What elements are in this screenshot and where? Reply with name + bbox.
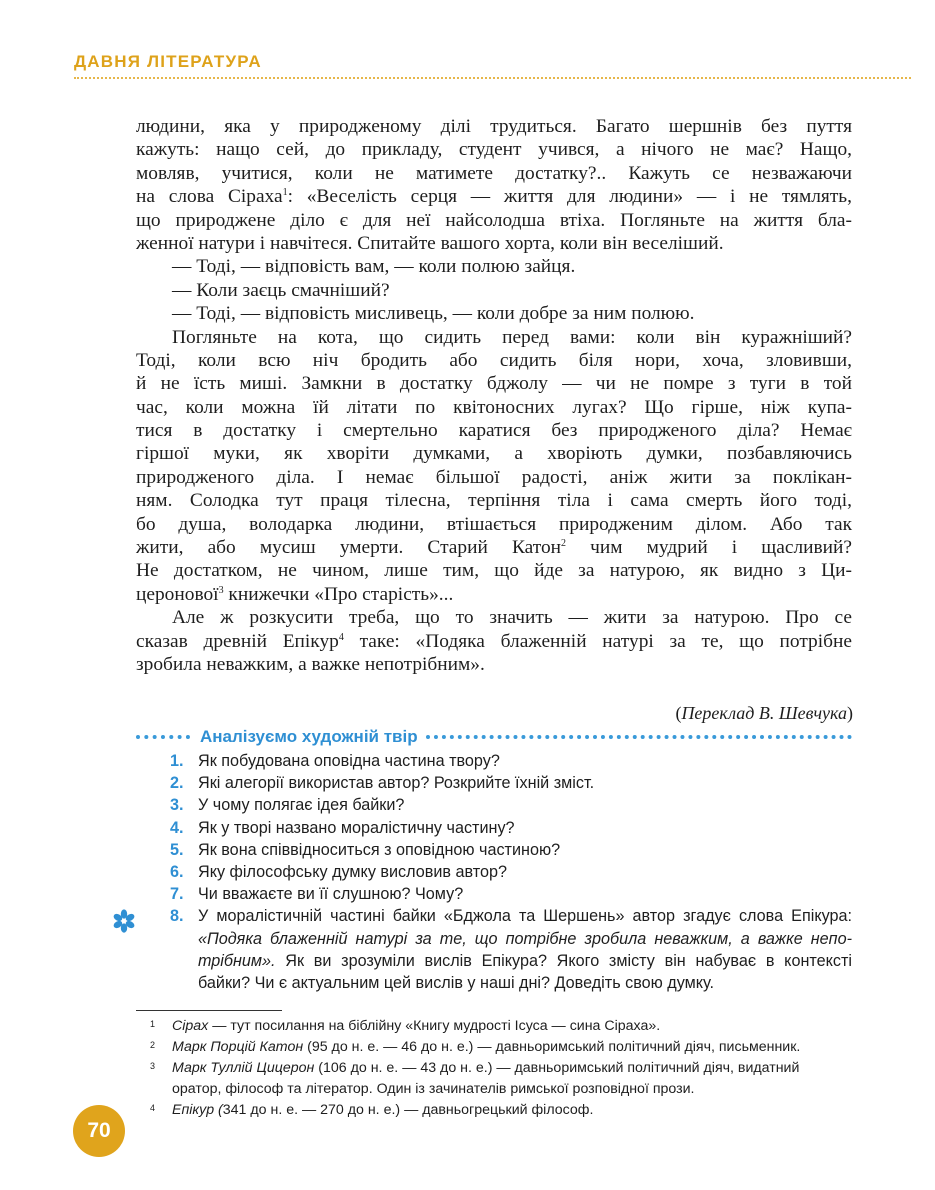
list-item <box>170 861 852 883</box>
footnote-ref: 2 <box>561 538 567 550</box>
footnote: 2 Марк Порцій Катон (95 до н. е. — 46 до н. е.) — давньоримський політичний діяч, письменник. <box>150 1037 852 1058</box>
footnote-ref: 1 <box>282 187 288 199</box>
footnote: 4 Епікур (341 до н. е. — 270 до н. е.) — давньогрецький філософ. <box>150 1100 852 1121</box>
dialogue-line: — Коли заєць смачніший? <box>172 279 390 301</box>
question-number: 5. <box>170 840 184 859</box>
text-line: час, коли можна їй літати по квітоносних лугах? Що гірше, ніж купа- <box>136 396 852 418</box>
text-line: природженого діла. І немає більшої радості, аніж жити за поклікан- <box>136 466 852 488</box>
question-number: 8. <box>170 907 184 926</box>
list-item <box>170 750 852 772</box>
question-text: Як у творі названо мораліcтичну частину? <box>198 818 515 837</box>
text-line: що природжене діло є для неї найсолодша втіха. Погляньте на життя бла- <box>136 209 852 231</box>
page-number-badge: 70 <box>73 1105 125 1157</box>
footnote-number: 1 <box>150 1019 156 1029</box>
text-line: Але ж розкусити треба, що то значить — жити за натурою. Про се <box>172 607 852 629</box>
text-line: й не їсть миші. Замкни в достатку бджолу — чи не помре з туги в той <box>136 373 852 395</box>
text-line: зробила неважким, а важке непотрібним». <box>136 653 485 675</box>
asterisk-flower-icon <box>112 909 136 933</box>
question-text: Які алегорії використав автор? Розкрийте їхній зміст. <box>198 774 595 793</box>
question-text: Як побудована оповідна частина твору? <box>198 752 500 770</box>
dotted-rule-left <box>136 735 190 739</box>
text-line: сказав древній Епікур$^4$ таке: «Подяка блаженній натурі за те, що потрібне <box>136 630 852 652</box>
footnote: 1 Сірах — тут посилання на біблійну «Книгу мудрості Ісуса — сина Сіраха». <box>150 1016 852 1037</box>
list-item <box>170 817 852 839</box>
question-list <box>170 750 852 994</box>
question-number: 2. <box>170 774 184 793</box>
footnote-divider <box>136 1010 282 1011</box>
translation-credit: (Переклад В. Шевчука) <box>675 703 853 723</box>
footnote-number: 2 <box>150 1040 156 1050</box>
list-item <box>170 772 852 794</box>
question-text: У чому полягає ідея байки? <box>198 796 405 815</box>
question-text: Яку філософську думку висловив автор? <box>198 863 508 882</box>
header-dotted-rule <box>74 77 911 79</box>
text-line: тися в достатку і смертельно каратися без природженого діла? Немає <box>136 420 852 442</box>
section-title: Аналізуємо художній твір <box>200 727 418 746</box>
question-text: Чи вважаєте ви її слушною? Чому? <box>198 885 464 904</box>
text-line: Тоді, коли всю ніч бродить або сидить біля нори, хоча, зловивши, <box>136 349 852 371</box>
analysis-section-header <box>136 727 852 747</box>
text-line: на слова Сіраха$^1$: «Веселість серця — життя для людини» — і не тямлять, <box>136 186 852 208</box>
question-number: 1. <box>170 752 184 770</box>
question-text: Як вона співвідноситься з оповідною частиною? <box>198 840 561 859</box>
question-text: У мораліcтичній частині байки «Бджола та Шершень» автор згадує слова Епікура: «Подяка блаженній натурі за те, що потрібне зробила неважким, а важке непо- трібним». Як ви зрозуміли вислів Епікура? Якого змісту він набуває в контексті байки? Чи є актуальним цей вислів у наші дні? Доведіть свою думку. <box>198 907 852 993</box>
footnote-number: 3 <box>150 1061 156 1071</box>
text-line: бо душа, володарка людини, втішається природженим ділом. Або так <box>136 513 852 535</box>
text-line: людини, яка у природженому ділі трудиться. Багато шершнів без пуття <box>136 116 852 137</box>
text-line: ням. Солодка тут праця тілесна, терпіння тіла і сама смерть його тоді, <box>136 490 852 512</box>
text-line: Не достатком, не чином, лише тим, що йде за натурою, як видно з Ци- <box>136 560 852 582</box>
footnote: 3 Марк Туллій Цицерон (106 до н. е. — 43 до н. е.) — давньоримський політичний діяч, видатний оратор, філософ та літератор. Один із зачинателів римської розповідної прози. <box>150 1058 852 1100</box>
dialogue-line: — Тоді, — відповість вам, — коли полюю зайця. <box>172 256 576 278</box>
dialogue-line: — Тоді, — відповість мисливець, — коли добре за ним полюю. <box>172 303 695 325</box>
text-line: гіршої муки, як хворіти думками, а хворіють думки, позбавляючись <box>136 443 852 465</box>
footnotes <box>150 1016 852 1121</box>
text-line: кажуть: нащо сей, до прикладу, студент учився, а нічого не має? Нащо, <box>136 139 852 161</box>
list-item <box>170 905 852 994</box>
footnote-number: 4 <box>150 1103 156 1113</box>
text-line: мовляв, учитися, коли не матимете достатку?.. Кажуть се незважаючи <box>136 162 852 184</box>
question-number: 3. <box>170 796 184 815</box>
section-header: ДАВНЯ ЛІТЕРАТУРА <box>74 52 262 71</box>
footnote-ref: 3 <box>218 584 224 596</box>
text-line: жити, або мусиш умерти. Старий Катон$^2$ чим мудрий і щасливий? <box>136 537 853 559</box>
dotted-rule-right <box>426 735 852 739</box>
question-number: 6. <box>170 863 184 882</box>
text-line: церонової$^3$ книжечки «Про старість»... <box>136 583 454 605</box>
question-number: 4. <box>170 818 184 837</box>
main-text <box>136 115 852 676</box>
question-number: 7. <box>170 885 184 904</box>
list-item <box>170 883 852 905</box>
list-item <box>170 794 852 816</box>
footnote-ref: 4 <box>338 631 344 643</box>
text-line: Погляньте на кота, що сидить перед вами: коли він куражніший? <box>172 326 852 348</box>
text-line: женної натури і навчітеся. Спитайте вашого хорта, коли він веселіший. <box>136 232 724 254</box>
list-item <box>170 839 852 861</box>
